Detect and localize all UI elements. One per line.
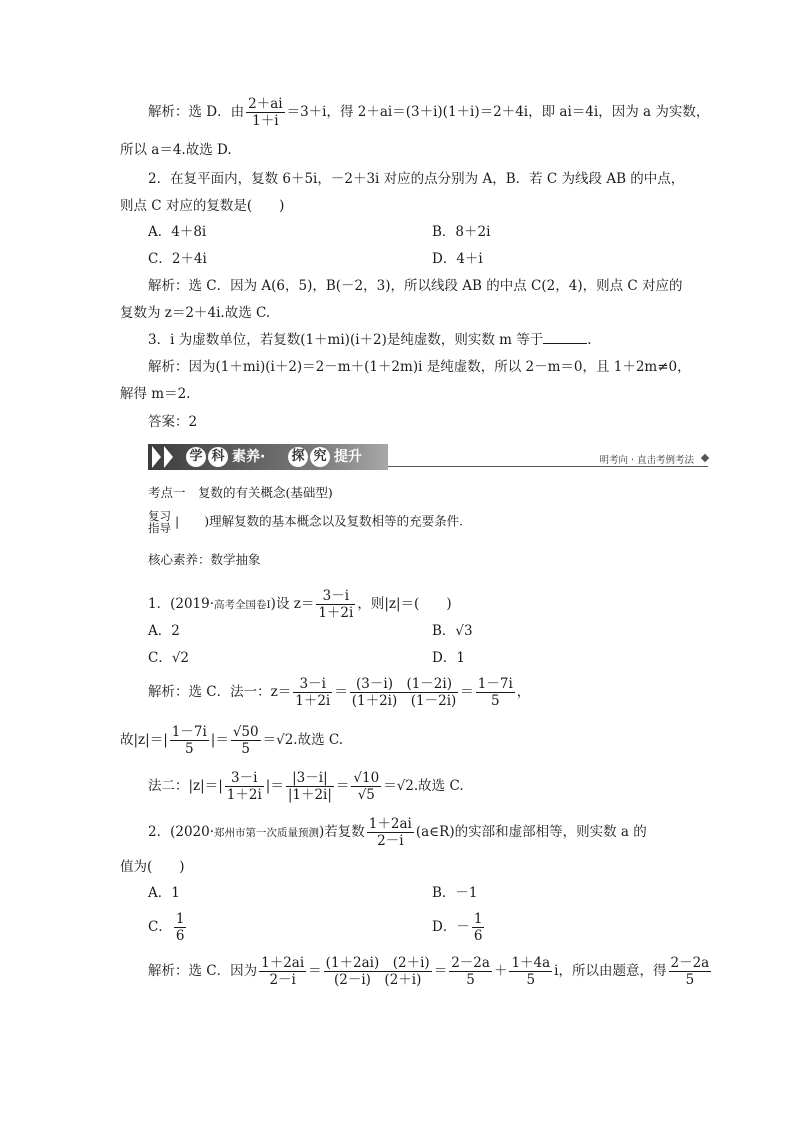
- banner-char: 究: [310, 447, 330, 467]
- answer-blank: [543, 331, 587, 344]
- solution-line: 所以 a＝4.故选 D.: [120, 142, 232, 158]
- option-d: D．4＋i: [432, 251, 483, 267]
- option-a: A．1: [148, 885, 180, 901]
- banner-char: 科: [208, 447, 228, 467]
- example-2-text: 2．(2020·郑州市第一次质量预测)若复数 $\frac{1+2ai}{2-i}$ (a∈R)的实部和虚部相等，则实数 a 的: [148, 816, 647, 849]
- solution-line: 复数为 z＝2＋4i.故选 C.: [120, 305, 271, 321]
- solution-line: 解析：选 C．因为 A(6，5)，B(－2，3)，所以线段 AB 的中点 C(2，4)，则点 C 对应的: [148, 278, 683, 294]
- banner-rule: [388, 466, 708, 467]
- option-a: A．2: [148, 623, 180, 639]
- solution-line: 解得 m＝2.: [120, 386, 191, 402]
- solution-line: 解析：因为(1＋mi)(i＋2)＝2－m＋(1＋2m)i 是纯虚数，所以 2－m＝0，且 1＋2m≠0，: [148, 359, 691, 375]
- question-2-text: 则点 C 对应的复数是( ): [120, 198, 285, 214]
- solution-line: 解析：选 D．由 $\frac{2+ai}{1+i}$ ＝3＋i，得 2＋ai＝(3＋i)(1＋i)＝2＋4i，即 ai＝4i，因为 a 为实数，: [148, 96, 710, 129]
- guide-label: 复习 指导: [148, 509, 171, 535]
- chevron-icon: [152, 446, 161, 468]
- keypoint-title: 考点一 复数的有关概念(基础型): [148, 485, 333, 500]
- option-d: D．－ $\frac{1}{6}$: [432, 911, 483, 944]
- banner-subtitle: 明考向 · 直击考例考法: [599, 455, 694, 466]
- example-2-text: 值为( ): [120, 859, 185, 875]
- banner-char: 学: [186, 447, 206, 467]
- option-c: C．√2: [148, 650, 190, 666]
- option-c: C． $\frac{1}{6}$: [148, 911, 185, 944]
- diamond-icon: [701, 454, 709, 462]
- solution-line: 解析：选 C．法一：z＝ $\frac{3-i}{1+2i}$ ＝ $\frac{(3-i) (1-2i)}{(1+2i) (1-2i)}$ ＝ $\frac{1-7i}{5}$ ，: [148, 676, 531, 709]
- example-1-text: 1．(2019·高考全国卷Ⅰ)设 z＝ $\frac{3-i}{1+2i}$ ，则|z|＝( ): [148, 588, 452, 621]
- option-a: A．4＋8i: [148, 224, 207, 240]
- answer-line: 答案：2: [148, 414, 198, 430]
- solution-line: 解析：选 C．因为 $\frac{1+2ai}{2-i}$ ＝ $\frac{(1+2ai) (2+i)}{(2-i) (2+i)}$ ＝ $\frac{2-2a}{5}$ ＋ $\frac{1+4a}{5}$ i，所以由题意，得 $\frac{2-2a}{5}$: [148, 955, 710, 988]
- option-b: B．－1: [432, 885, 478, 901]
- core-literacy: 核心素养：数学抽象: [148, 552, 261, 567]
- option-b: B．8＋2i: [432, 224, 491, 240]
- banner-text: 提升: [334, 449, 362, 465]
- solution-line: 法二：|z|＝| $\frac{3-i}{1+2i}$ |＝ $\frac{|3-i|}{|1+2i|}$ ＝ $\frac{√10}{√5}$ ＝√2.故选 C.: [148, 770, 464, 803]
- chevron-icon: [164, 446, 173, 468]
- banner-text: 素养·: [232, 449, 266, 465]
- option-c: C．2＋4i: [148, 251, 207, 267]
- review-guide: 复习 指导 | )理解复数的基本概念以及复数相等的充要条件.: [148, 509, 464, 535]
- solution-line: 故|z|＝| $\frac{1-7i}{5}$ |＝ $\frac{√50}{5}$ ＝√2.故选 C.: [120, 724, 344, 757]
- question-2-text: 2．在复平面内，复数 6＋5i，－2＋3i 对应的点分别为 A，B．若 C 为线段 AB 的中点，: [148, 171, 685, 187]
- section-banner: [148, 444, 708, 470]
- question-3-text: 3．i 为虚数单位，若复数(1＋mi)(i＋2)是纯虚数，则实数 m 等于 .: [148, 332, 592, 348]
- option-d: D．1: [432, 650, 465, 666]
- fraction: $\frac{2+ai}{1+i}$: [248, 96, 283, 129]
- option-b: B．√3: [432, 623, 473, 639]
- banner-char: 探: [288, 447, 308, 467]
